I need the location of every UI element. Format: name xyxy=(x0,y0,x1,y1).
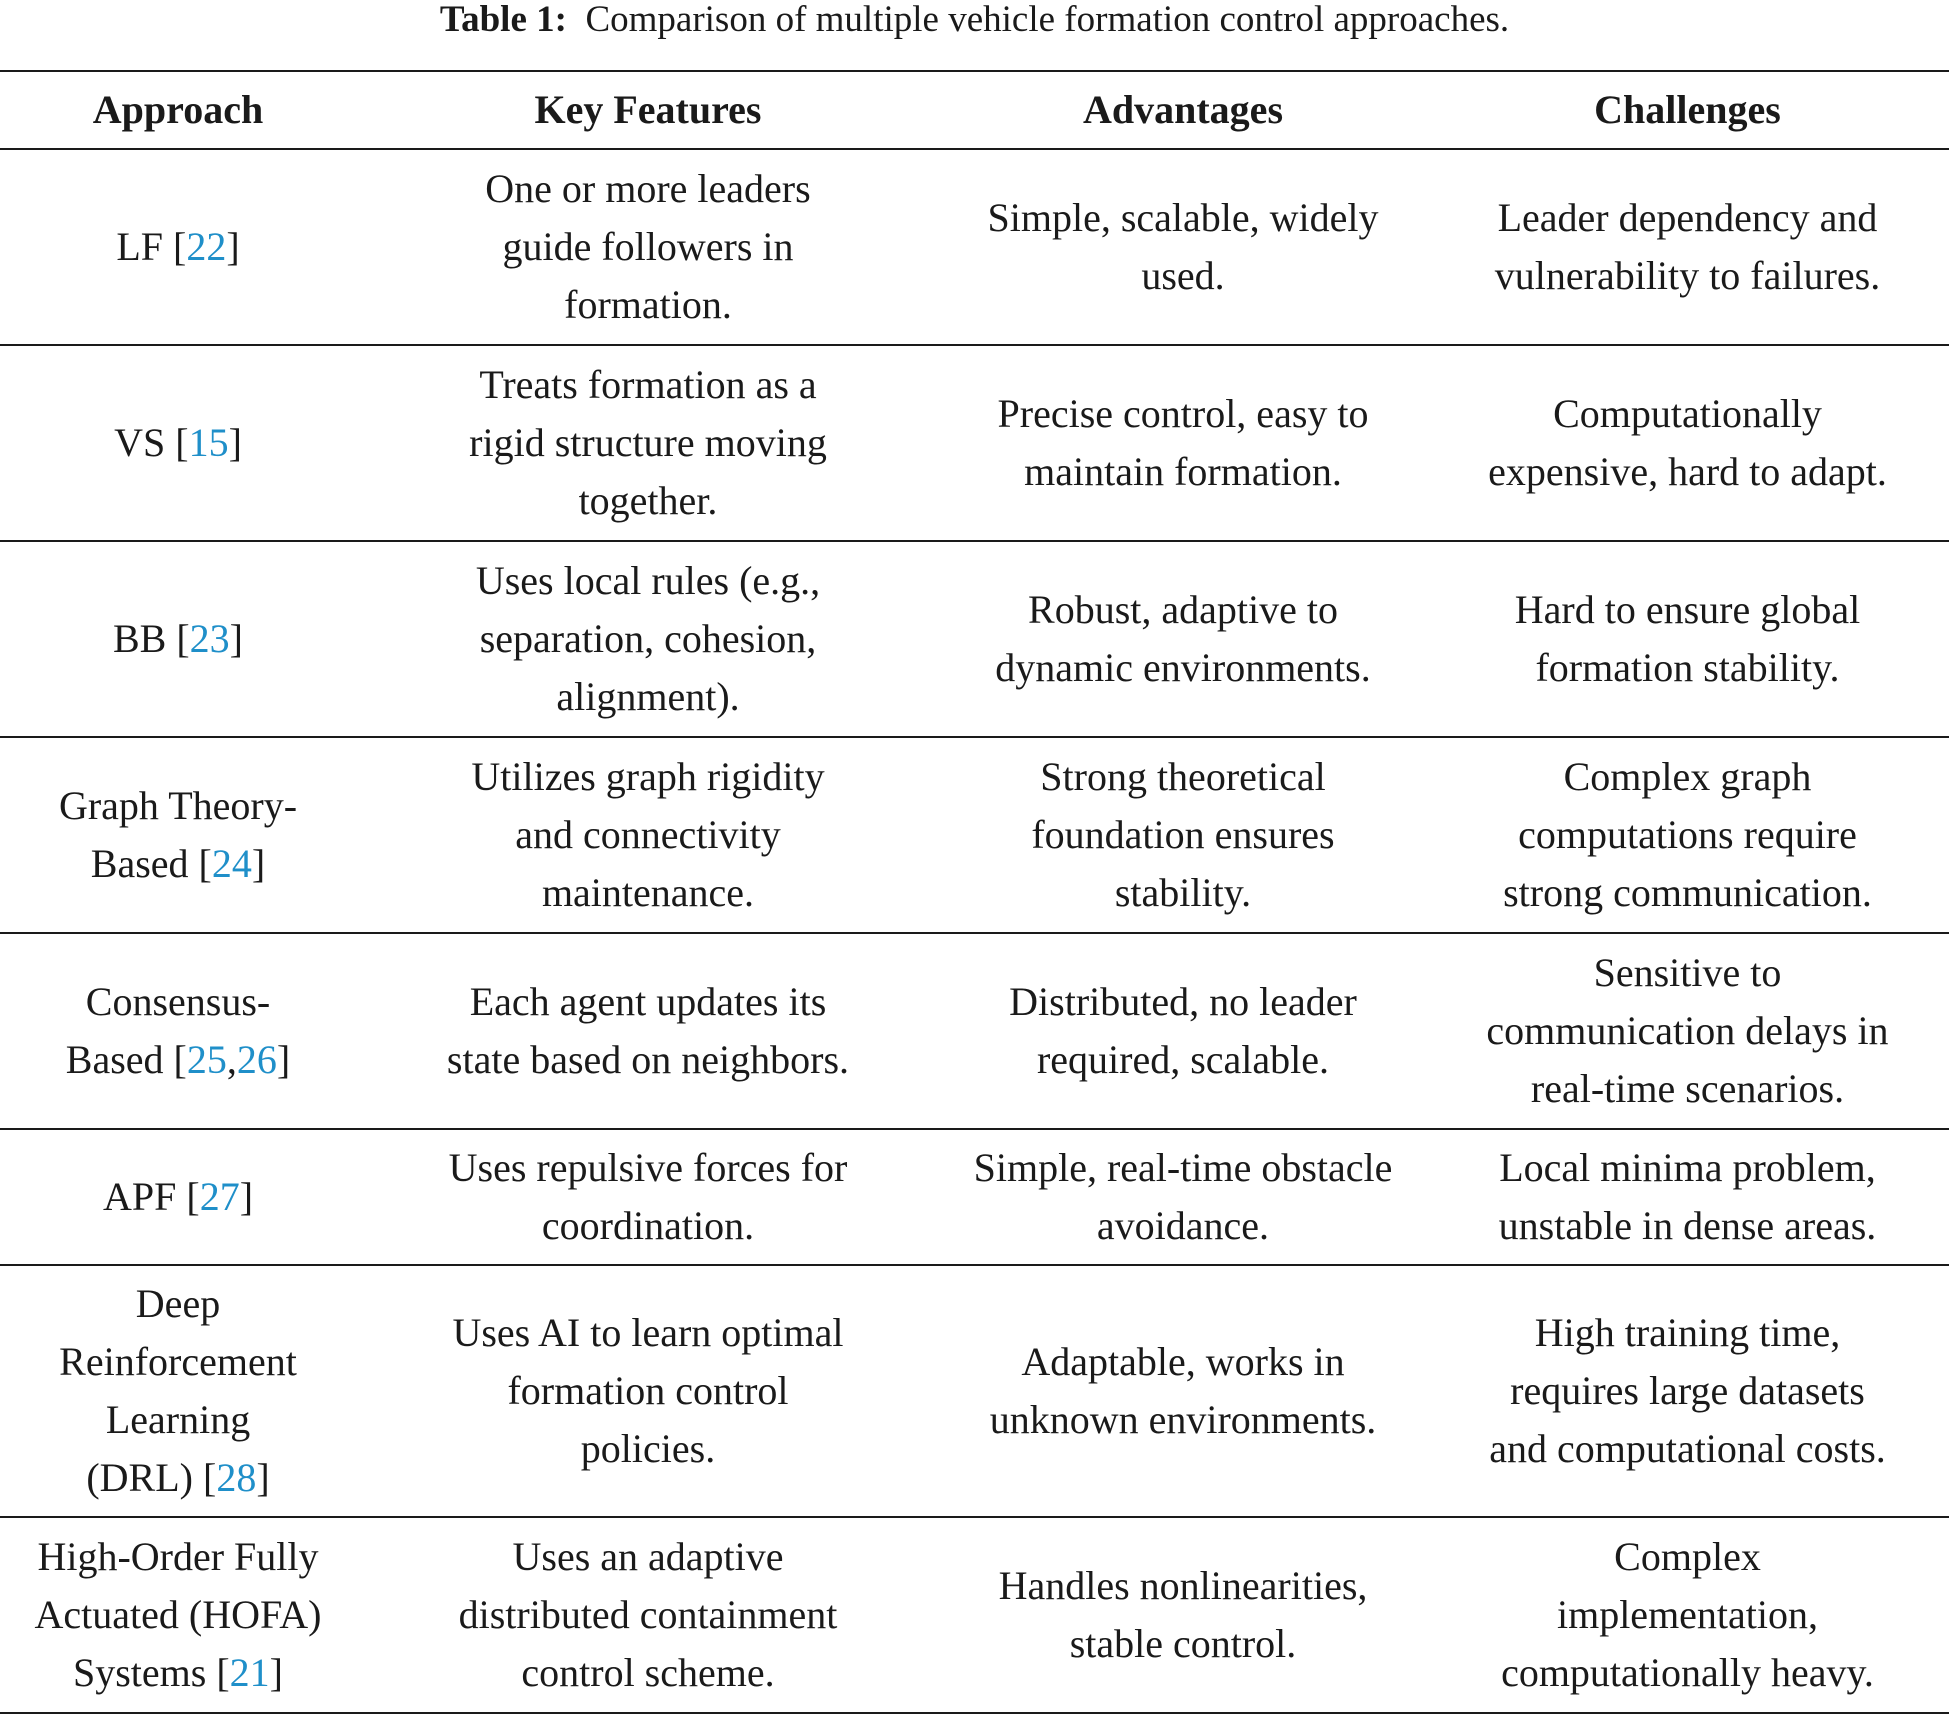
approach-cell xyxy=(0,345,356,541)
caption-label: Table 1: xyxy=(439,0,567,40)
header-approach: Approach xyxy=(0,71,356,149)
advantages-cell xyxy=(940,541,1426,737)
key-features-cell xyxy=(356,541,940,737)
approach-text: ] xyxy=(256,1455,270,1500)
cell-line: together. xyxy=(578,478,718,523)
citation-link[interactable]: 22 xyxy=(186,224,227,269)
key-features-cell xyxy=(356,933,940,1129)
citation-link[interactable]: 21 xyxy=(229,1650,270,1695)
approach-cell xyxy=(0,149,356,345)
cell-line: High training time, xyxy=(1534,1310,1841,1355)
advantages-cell xyxy=(940,1265,1426,1517)
cell-line: One or more leaders xyxy=(485,166,811,211)
challenges-cell xyxy=(1426,933,1949,1129)
table-row xyxy=(0,541,1949,737)
table-row xyxy=(0,1129,1949,1265)
cell-line: Learning xyxy=(105,1397,251,1442)
cell-line xyxy=(6,1449,350,1507)
cell-line: Utilizes graph rigidity xyxy=(471,754,825,799)
cell-line: Simple, real-time obstacle xyxy=(973,1145,1393,1190)
challenges-cell xyxy=(1426,541,1949,737)
approach-text: VS [ xyxy=(114,420,189,465)
approach-text: Based [ xyxy=(65,1037,187,1082)
header-advantages: Advantages xyxy=(940,71,1426,149)
citation-link[interactable]: 28 xyxy=(216,1455,257,1500)
approach-cell xyxy=(0,933,356,1129)
cell-line: maintenance. xyxy=(541,870,755,915)
challenges-cell xyxy=(1426,1265,1949,1517)
citation-link[interactable]: 24 xyxy=(211,841,252,886)
cell-line: implementation, xyxy=(1556,1592,1819,1637)
cell-line: unknown environments. xyxy=(989,1397,1377,1442)
table-row xyxy=(0,1517,1949,1713)
challenges-cell xyxy=(1426,737,1949,933)
key-features-cell xyxy=(356,149,940,345)
cell-line: and computational costs. xyxy=(1489,1426,1886,1471)
cell-line: and connectivity xyxy=(515,812,781,857)
table-row xyxy=(0,737,1949,933)
cell-line: requires large datasets xyxy=(1510,1368,1865,1413)
approach-text: ] xyxy=(269,1650,283,1695)
advantages-cell xyxy=(940,737,1426,933)
cell-line: Simple, scalable, widely xyxy=(987,195,1379,240)
cell-line: Leader dependency and xyxy=(1497,195,1878,240)
approach-text: ] xyxy=(229,616,243,661)
challenges-cell xyxy=(1426,149,1949,345)
cell-line: Precise control, easy to xyxy=(997,391,1369,436)
advantages-cell xyxy=(940,1129,1426,1265)
cell-line: formation. xyxy=(564,282,732,327)
cell-line: rigid structure moving xyxy=(469,420,827,465)
cell-line: coordination. xyxy=(541,1203,755,1248)
cell-line: dynamic environments. xyxy=(995,645,1371,690)
approach-text: LF [ xyxy=(116,224,187,269)
cell-line: strong communication. xyxy=(1503,870,1872,915)
cell-line: computationally heavy. xyxy=(1501,1650,1874,1695)
citation-link[interactable]: 25 xyxy=(186,1037,227,1082)
approach-text: Systems [ xyxy=(72,1650,230,1695)
challenges-cell xyxy=(1426,345,1949,541)
cell-line: required, scalable. xyxy=(1036,1037,1330,1082)
approach-text: BB [ xyxy=(112,616,190,661)
cell-line: formation control xyxy=(507,1368,789,1413)
approach-text: ] xyxy=(251,841,266,886)
cell-line: Handles nonlinearities, xyxy=(998,1563,1368,1608)
cell-line: stable control. xyxy=(1069,1621,1297,1666)
advantages-cell xyxy=(940,345,1426,541)
cell-line: Uses AI to learn optimal xyxy=(452,1310,844,1355)
cell-line: control scheme. xyxy=(521,1650,775,1695)
approach-text: ] xyxy=(226,224,240,269)
key-features-cell xyxy=(356,1517,940,1713)
cell-line: unstable in dense areas. xyxy=(1498,1203,1877,1248)
cell-line: expensive, hard to adapt. xyxy=(1488,449,1887,494)
table-row xyxy=(0,345,1949,541)
citation-link[interactable]: 15 xyxy=(188,420,229,465)
approach-text: , xyxy=(226,1037,237,1082)
cell-line: Complex graph xyxy=(1563,754,1812,799)
approach-text: ] xyxy=(276,1037,291,1082)
key-features-cell xyxy=(356,1265,940,1517)
cell-line: Robust, adaptive to xyxy=(1028,587,1338,632)
approach-text: ] xyxy=(228,420,242,465)
citation-link[interactable]: 27 xyxy=(199,1174,240,1219)
table-row xyxy=(0,933,1949,1129)
approach-cell xyxy=(0,1129,356,1265)
cell-line: state based on neighbors. xyxy=(446,1037,850,1082)
cell-line: Local minima problem, xyxy=(1499,1145,1876,1190)
cell-line: Adaptable, works in xyxy=(1021,1339,1345,1384)
approach-cell xyxy=(0,737,356,933)
cell-line: Consensus- xyxy=(85,979,271,1024)
cell-line: Uses an adaptive xyxy=(512,1534,784,1579)
cell-line: Sensitive to xyxy=(1593,950,1782,995)
cell-line: vulnerability to failures. xyxy=(1494,253,1881,298)
cell-line: Each agent updates its xyxy=(469,979,827,1024)
cell-line: Hard to ensure global xyxy=(1514,587,1861,632)
header-key-features: Key Features xyxy=(356,71,940,149)
advantages-cell xyxy=(940,1517,1426,1713)
citation-link[interactable]: 26 xyxy=(236,1037,277,1082)
cell-line xyxy=(6,1644,350,1702)
cell-line: real-time scenarios. xyxy=(1530,1066,1845,1111)
cell-line: Actuated (HOFA) xyxy=(34,1592,322,1637)
cell-line: foundation ensures xyxy=(1031,812,1335,857)
approach-text: APF [ xyxy=(102,1174,200,1219)
approach-cell xyxy=(0,1517,356,1713)
comparison-table xyxy=(0,70,1949,1714)
cell-line: stability. xyxy=(1114,870,1252,915)
cell-line: communication delays in xyxy=(1486,1008,1889,1053)
key-features-cell xyxy=(356,737,940,933)
table-caption xyxy=(0,0,1949,40)
approach-text: ] xyxy=(239,1174,254,1219)
advantages-cell xyxy=(940,933,1426,1129)
caption-text: Comparison of multiple vehicle formation control approaches. xyxy=(585,0,1510,40)
cell-line: Graph Theory- xyxy=(58,783,298,828)
key-features-cell xyxy=(356,345,940,541)
challenges-cell xyxy=(1426,1129,1949,1265)
cell-line: maintain formation. xyxy=(1024,449,1342,494)
cell-line: formation stability. xyxy=(1535,645,1840,690)
cell-line xyxy=(6,1031,350,1089)
table-row xyxy=(0,1265,1949,1517)
cell-line: used. xyxy=(1141,253,1225,298)
cell-line: Reinforcement xyxy=(59,1339,297,1384)
advantages-cell xyxy=(940,149,1426,345)
cell-line: distributed containment xyxy=(458,1592,838,1637)
cell-line: Uses local rules (e.g., xyxy=(475,558,821,603)
cell-line: separation, cohesion, xyxy=(479,616,817,661)
approach-text: Based [ xyxy=(90,841,212,886)
cell-line: guide followers in xyxy=(502,224,794,269)
cell-line: alignment). xyxy=(556,674,740,719)
cell-line xyxy=(6,835,350,893)
approach-cell xyxy=(0,541,356,737)
cell-line: Deep xyxy=(135,1281,221,1326)
cell-line: Uses repulsive forces for xyxy=(448,1145,848,1190)
cell-line: avoidance. xyxy=(1096,1203,1270,1248)
table-row xyxy=(0,149,1949,345)
comparison-table-wrapper xyxy=(0,70,1949,1714)
key-features-cell xyxy=(356,1129,940,1265)
cell-line: computations require xyxy=(1518,812,1857,857)
citation-link[interactable]: 23 xyxy=(189,616,230,661)
cell-line: policies. xyxy=(580,1426,716,1471)
header-challenges: Challenges xyxy=(1426,71,1949,149)
header-row xyxy=(0,71,1949,149)
approach-cell xyxy=(0,1265,356,1517)
cell-line: Complex xyxy=(1614,1534,1761,1579)
approach-text: (DRL) [ xyxy=(86,1455,217,1500)
challenges-cell xyxy=(1426,1517,1949,1713)
cell-line: Strong theoretical xyxy=(1040,754,1326,799)
cell-line: Computationally xyxy=(1553,391,1822,436)
cell-line: Distributed, no leader xyxy=(1009,979,1357,1024)
cell-line: Treats formation as a xyxy=(479,362,817,407)
cell-line: High-Order Fully xyxy=(37,1534,319,1579)
